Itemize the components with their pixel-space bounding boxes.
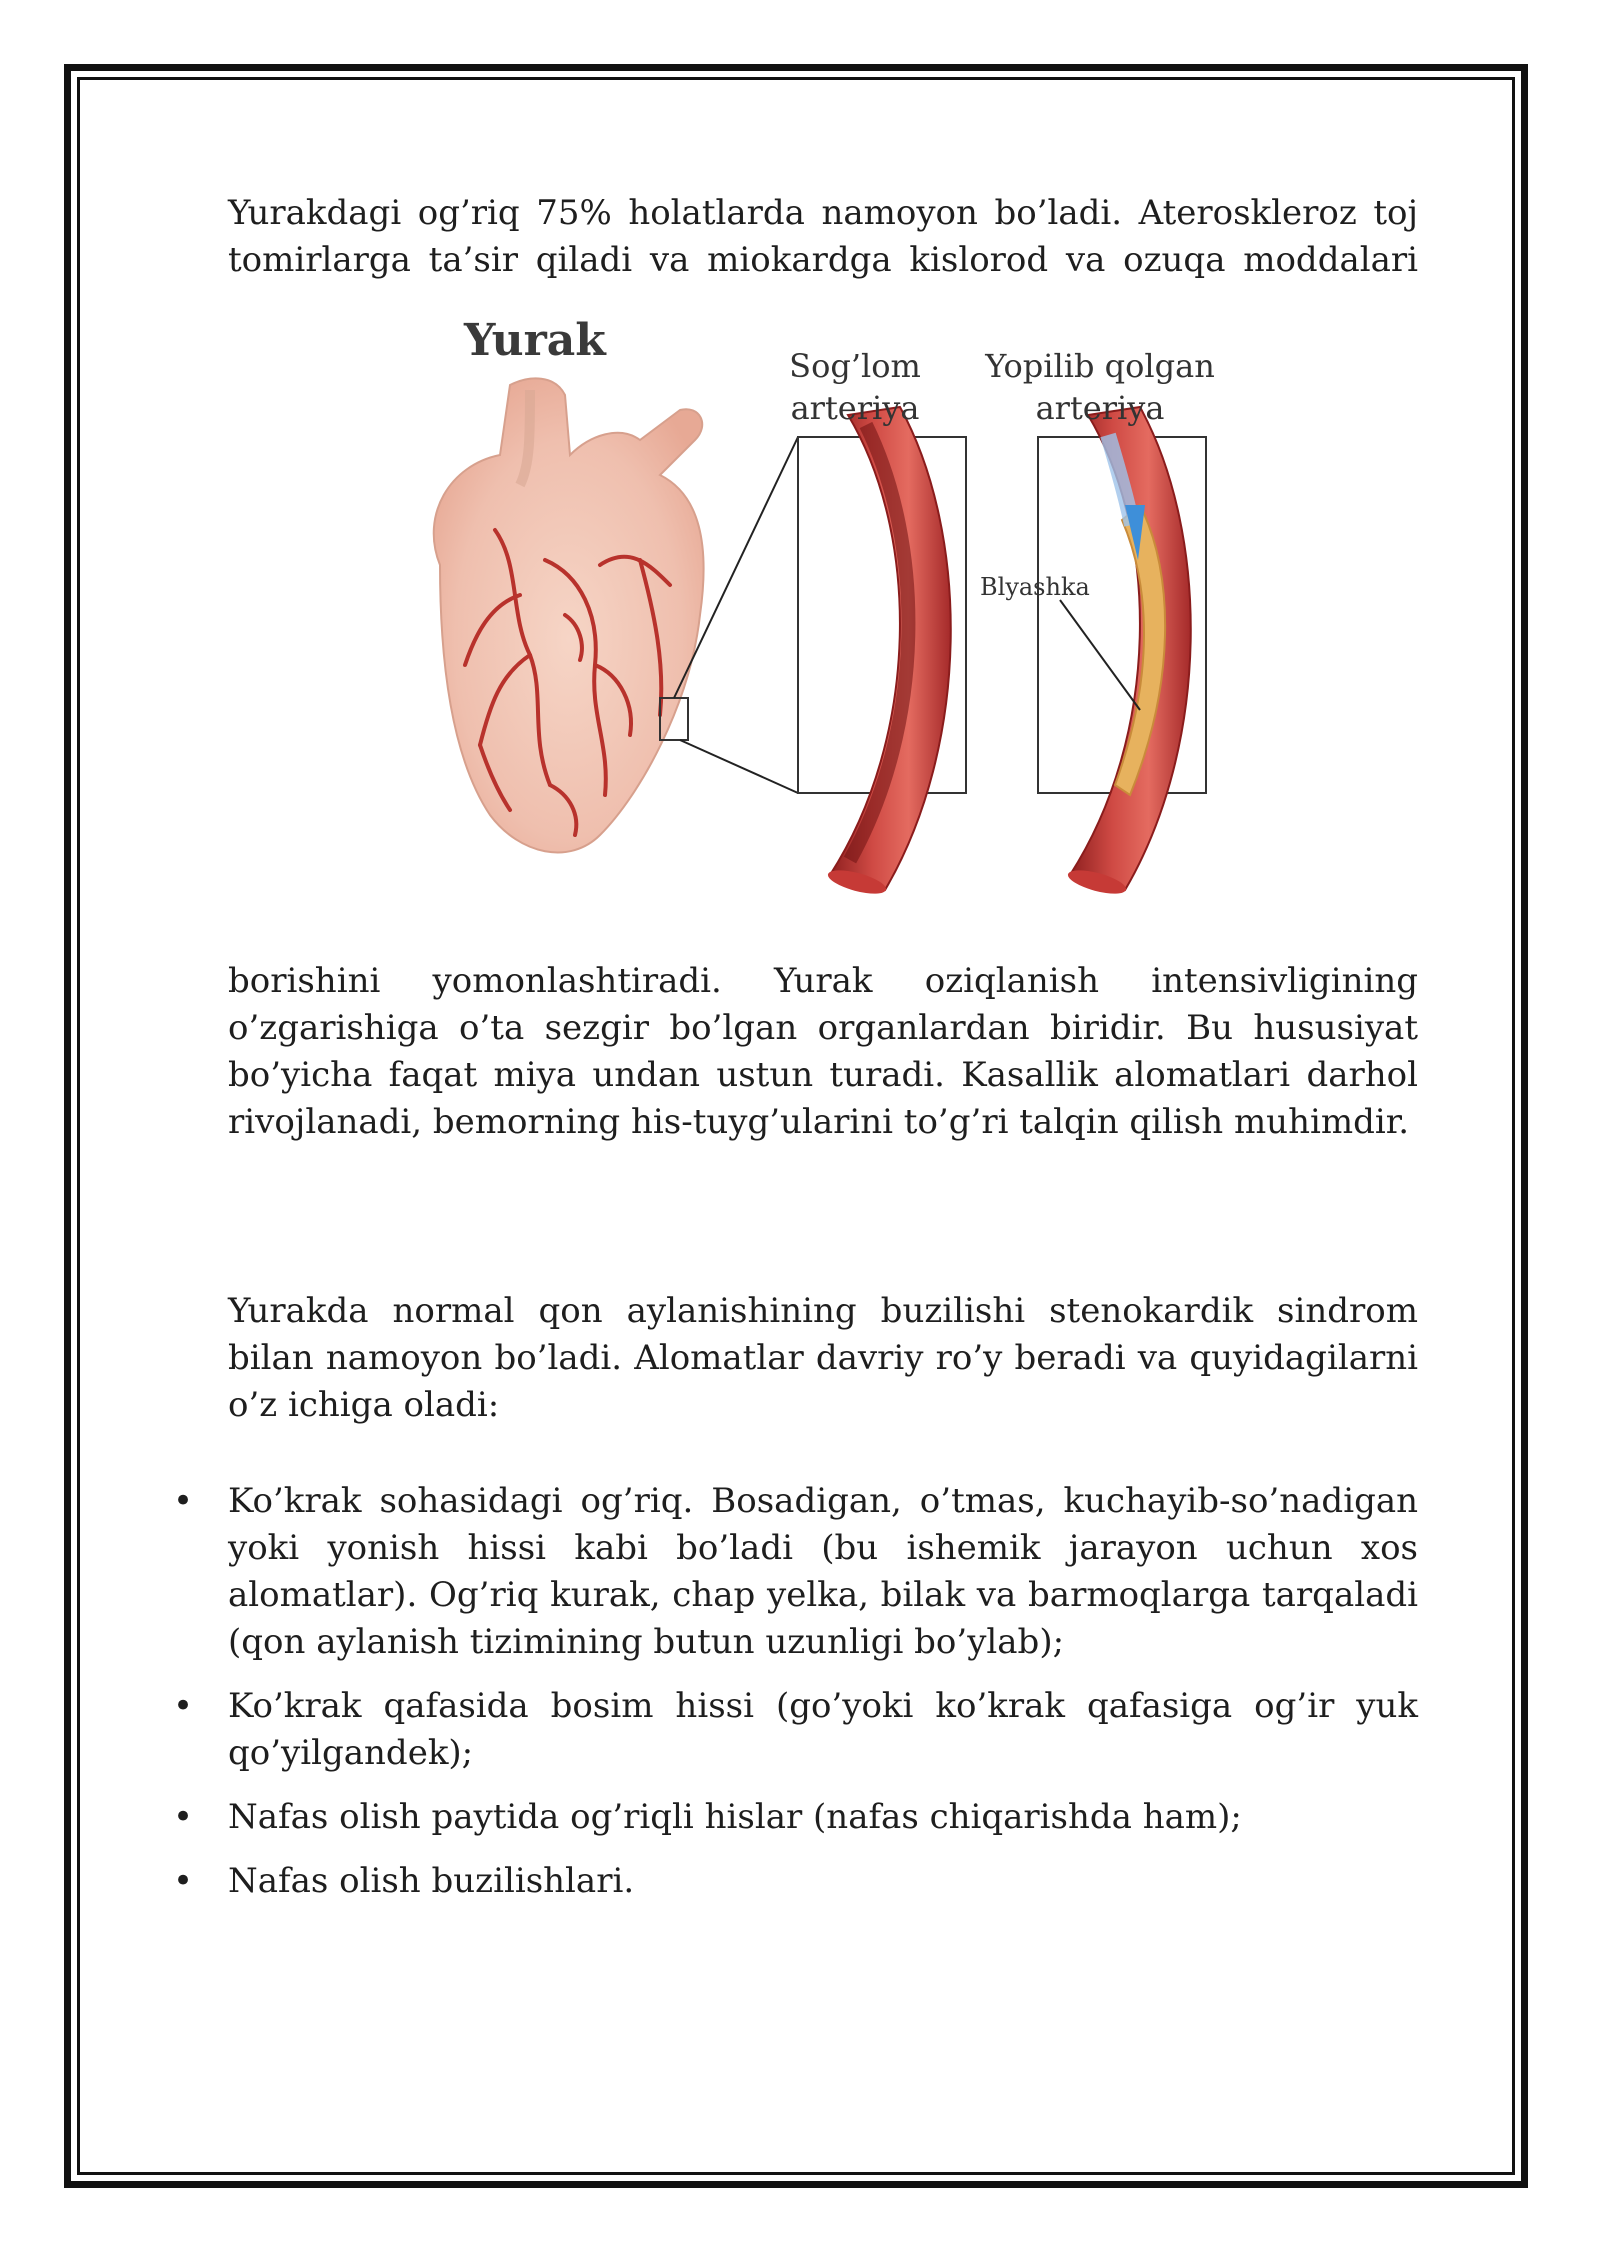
heart-drawing [434,378,798,852]
paragraph-symptoms-intro: Yurakda normal qon aylanishining buzilishi stenokardik sindrom bilan namoyon bo’ladi. Alomatlar davriy ro’y beradi va quyidagilarni o’z ichiga oladi: [228,1291,1418,1425]
list-item: • Nafas olish paytida og’riqli hislar (nafas chiqarishda ham); [228,1794,1418,1841]
figure-title-heart: Yurak [464,315,606,366]
zoom-line-bottom [680,740,798,793]
blocked-artery [1038,407,1206,898]
healthy-artery [798,407,966,898]
heart-artery-illustration [380,315,1240,915]
plaque-pointer [1060,600,1140,710]
label-healthy-artery: Sog’lom arteriya [789,347,921,427]
paragraph-intro: Yurakdagi og’riq 75% holatlarda namoyon bo’ladi. Ateroskleroz toj tomirlarga ta’sir qiladi va miokardga kislorod va ozuqa moddalari [228,193,1418,280]
label-blocked-artery: Yopilib qolgan arteriya [985,347,1215,427]
label-plaque: Blyashka [980,573,1090,601]
list-item: • Ko’krak sohasidagi og’riq. Bosadigan, o’tmas, kuchayib-so’nadigan yoki yonish hissi kabi bo’ladi (bu ishemik jarayon uchun xos alomatlar). Og’riq kurak, chap yelka, bilak va barmoqlarga tarqaladi (qon aylanish tizimining butun uzunligi bo’ylab); [228,1478,1418,1666]
symptom-list [228,1478,1418,1922]
paragraph-heart-sensitivity: borishini yomonlashtiradi. Yurak oziqlanish intensivligining o’zgarishiga o’ta sezgir bo’lgan organlardan biridir. Bu hususiyat bo’yicha faqat miya undan ustun turadi. Kasallik alomatlari darhol rivojlanadi, bemorning his-tuyg’ularini to’g’ri talqin qilish muhimdir. [228,961,1418,1142]
list-item: • Nafas olish buzilishlari. [228,1858,1418,1905]
list-item: • Ko’krak qafasida bosim hissi (go’yoki ko’krak qafasiga og’ir yuk qo’yilgandek); [228,1683,1418,1777]
